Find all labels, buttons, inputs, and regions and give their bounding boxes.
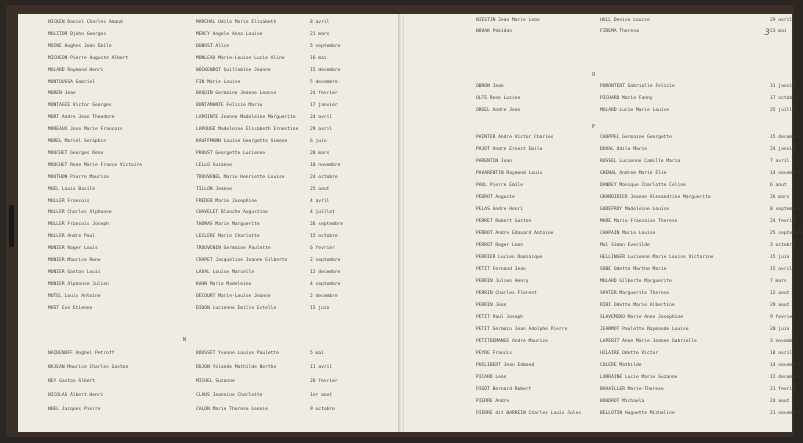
husband-name: MOLITOR Djohn Georges [48,31,107,37]
marriage-date: 17 octobre [770,96,798,101]
marriage-date: 4 juillet [310,210,335,216]
husband-name: PERRIN Jean [476,303,507,308]
husband-name: ORGEL Andre Jean [476,108,521,113]
wife-name: LAPOUGE Madeleine Elisabeth Ernestine [196,127,299,133]
husband-name: MOUCHET Rene Marie France Victoire [48,162,143,168]
husband-name: PELAS Andre Henri [476,207,524,212]
husband-name: PICARD Leon [476,375,507,380]
marriage-date: 24 fevrier [770,219,798,224]
husband-name: MULLER Francois Joseph [48,222,109,228]
husband-name: MULLER Charles Alphonse [48,210,112,216]
marriage-date: 25 aout [310,186,330,192]
marriage-date: 15 juin [770,255,790,260]
marriage-date: 5 septembre [310,43,341,49]
wife-name: DUBOST Alice [196,43,230,49]
wife-name: GRENAL Andree Marie Elie [600,171,667,176]
husband-name: PIGOT Bernard Robert [476,387,532,392]
marriage-date: 18 avril [770,351,793,356]
marriage-date: 31 janvier [770,84,798,89]
wife-name: SLAVEMIKO Marie Anne Josephine [600,315,683,320]
binding-clip [9,205,14,247]
husband-name: PAJOT Andre Ernest Emile [476,147,543,152]
marriage-date: 29 avril [310,127,333,133]
wife-name: DUJON Yolande Mathilde Berthe [196,365,277,370]
wife-name: MARE Marie Francoise Therese [600,219,678,224]
marriage-date: 6 aout [770,183,787,188]
marriage-date: 14 novembre [770,171,801,176]
husband-name: PERRIN Julien Henry [476,279,529,284]
wife-name: LECLERC Marie Charlotte [196,234,260,240]
husband-name: PERRET Robert Gaston [476,219,532,224]
marriage-date: 1er aout [310,393,333,398]
husband-name: NOEL Jacques Pierre [48,407,101,412]
husband-name: MUEL Louis Basile [48,186,96,192]
wife-name: THOMAS Marie Marguerite [196,222,260,228]
marriage-date: 10 novembre [310,162,341,168]
husband-name: PERRIER Lucien Dominique [476,255,543,260]
marriage-date: 15 avril [770,267,793,272]
husband-name: PETIT Germain Jean Adolphe Pierre [476,327,568,332]
husband-name: PIERRE Andre [476,399,510,404]
marriage-date: 7 mars [770,279,787,284]
left-page [18,14,401,432]
husband-name: NICKEN Daniel Charles Amand [48,20,123,25]
husband-name: MUTEL Louis Antoine [48,293,101,299]
wife-name: CHAVELET Blanche Augustine [196,210,268,216]
husband-name: PHILIBERT Jean Edmond [476,363,535,368]
marriage-date: 28 fevrier [310,379,338,384]
husband-name: OLTS Rene Lucien [476,96,521,101]
marriage-date: 3 novembre [770,339,798,344]
husband-name: PETIT Paul Joseph [476,315,524,320]
wife-name: MARCHAL Odile Marie Elisabeth [196,20,277,25]
husband-name: PARENTIN Jean [476,159,512,164]
marriage-date: 26 mars [770,195,790,200]
wife-name: SPATER Marguerite Therese [600,291,670,296]
wife-name: Mal Simon Everilde [600,243,650,248]
husband-name: PAINTER Andre Victor Charles [476,135,554,140]
wife-name: CHOPPEL Germaine Georgette [600,135,672,140]
husband-name: PERROT Roger Leon [476,243,524,248]
marriage-date: 4 avril [310,198,330,204]
marriage-date: 5 decembre [310,79,338,85]
husband-name: PAUL Pierre Emile [476,183,524,188]
husband-name: MUST Eve Etienne [48,305,93,311]
wife-name: ROUSSET Yvonne Louise Paulette [196,351,279,356]
marriage-date: 9 octobre [310,407,335,412]
marriage-date: 7 avril [770,159,790,164]
husband-name: MULLER Andre Paul [48,234,96,240]
marriage-date: 29 avril [770,18,793,23]
marriage-date: 21 novembre [770,411,801,416]
husband-name: NAJEAN Maurice Charles Gaston [48,365,129,370]
husband-name: PERRIN Charles Florent [476,291,537,296]
husband-name: PIERRE dit BARREIN Charles Louis Jules [476,411,582,416]
marriage-date: 2 septembre [310,258,341,263]
husband-name: MUNIER Gaston Louis [48,269,101,275]
husband-name: PERROT Andre Edouard Antoine [476,231,554,236]
marriage-date: 4 septembre [310,281,341,287]
husband-name: MOINE Hughes Jean Emile [48,43,112,49]
marriage-date: 24 janvier [770,147,798,152]
marriage-date: 15 juin [310,305,330,311]
marriage-date: 3 octobre [770,243,795,248]
wife-name: RIBI Odette Marie Albertine [600,303,675,308]
husband-name: MONTOUSSA Gabriel [48,79,96,85]
marriage-date: 29 aout [770,303,790,308]
section-letter-o: O [592,72,596,78]
husband-name: NAIDENOFF Anghel Petroff [48,351,115,356]
marriage-date: 5 mai [310,351,324,356]
wife-name: SOBE Odette Marthe Marie [600,267,667,272]
marriage-date: 24 octobre [310,174,338,180]
wife-name: FREDER Marie Josephine [196,198,257,204]
husband-name: NIESTIN Jean Marie Leon [476,18,540,23]
wife-name: DECOURT Marie-Louise Jeanne [196,293,271,299]
wife-name: MICHEL Suzanne [196,379,235,384]
marriage-date: 20 juin [770,327,790,332]
husband-name: MOUCHET Georges Rene [48,150,104,156]
husband-name: MORT Andre Jean Theodore [48,115,115,121]
marriage-date: 28 mars [310,150,330,156]
wife-name: LORRAINE Lucie Marie Suzanne [600,375,678,380]
wife-name: MERCY Angele Anna Louise [196,31,263,37]
wife-name: LELLO Suzanne [196,162,232,168]
wife-name: CALON Marie Therese Leonie [196,407,268,412]
wife-name: GRANDIDIER Jeanne Alexandrine Marguerite [600,195,711,200]
wife-name: DANDEY Monique Charlotte Celine [600,183,686,188]
marriage-date: 6 fevrier [310,246,335,252]
marriage-date: 21 fevrier [770,387,798,392]
marriage-date: 12 aout [770,291,790,296]
husband-name: MOREN Jean [48,91,76,97]
husband-name: MOUTHON Pierre Maurice [48,174,109,180]
husband-name: MUNIER Roger Louis [48,246,98,252]
marriage-date: 23 mai [770,29,787,34]
wife-name: KAUFFMANN Louise Georgette Simone [196,139,288,144]
marriage-date: 26 septembre [310,222,344,228]
husband-name: NICOLAS Albert Henri [48,393,104,398]
wife-name: BONTAMANTE Felicie Marie [196,103,263,109]
wife-name: WOCKENDOT Guillemine Jeanne [196,67,271,73]
husband-name: PEYRE Francis [476,351,512,356]
marriage-date: 6 juin [310,139,327,144]
husband-name: PEDROT Auguste [476,195,515,200]
husband-name: MICHEON Pierre Auguste Albert [48,55,129,61]
wife-name: FIDEMA Theresa [600,29,639,34]
section-letter-n: N [183,337,187,343]
wife-name: LAPOINTE Jeanne Madeleine Marguerite [196,115,296,121]
marriage-date: 16 mai [310,55,327,61]
husband-name: MUNIER Maurice Rene [48,258,101,263]
wife-name: CHAPAIN Marie Louise [600,231,656,236]
husband-name: OBRON Jean [476,84,504,89]
section-letter-p: P [592,124,596,130]
husband-name: MOLARD Raymond Henri [48,67,104,73]
wife-name: MOLARD Lucie Marie Louise [600,108,670,113]
marriage-date: 12 decembre [310,269,341,275]
marriage-date: 17 janvier [310,103,338,109]
marriage-date: 24 fevrier [310,91,338,97]
husband-name: MOREL Marcel Seraphin [48,139,107,144]
wife-name: GODEFROY Madeleine Louise [600,207,670,212]
wife-name: HULL Denise Louise [600,18,650,23]
wife-name: BAQUIN Germaine Jeanne Leonie [196,91,277,97]
marriage-date: 15 decembre [770,135,801,140]
marriage-date: 15 decembre [310,67,341,73]
husband-name: PETITDEMANGE Andre Maurice [476,339,548,344]
husband-name: NEY Gaston Albert [48,379,96,384]
marriage-date: 8 avril [310,20,330,25]
marriage-date: 25 septembre [770,231,803,236]
wife-name: LAVAL Louise Marcelle [196,269,255,275]
wife-name: TILLON Jeanne [196,186,232,192]
marriage-date: 25 juillet [770,108,798,113]
wife-name: BAVAILLER Marie-Therese [600,387,664,392]
page-number: 3 [764,28,770,38]
wife-name: LAPERIT Anne Marie Jeanne Gabrielle [600,339,697,344]
wife-name: TROUVENIN Germaine Paulette [196,246,271,252]
wife-name: MOLARD Gilberte Marguerite [600,279,672,284]
wife-name: COLERE Mathilde [600,363,642,368]
husband-name: MULLER Francois [48,198,90,204]
marriage-date: 2 decembre [310,293,338,299]
wife-name: HILAIRE Odette Victor [600,351,659,356]
wife-name: TROUVENEL Marie Henriette Louise [196,174,285,180]
right-page [404,14,803,432]
wife-name: DIDON Lucienne Emilie Estelle [196,305,277,311]
marriage-date: 9 fevrier [770,315,795,320]
marriage-date: 11 avril [310,365,333,370]
wife-name: KAHN Marie Madeleine [196,281,252,287]
marriage-date: 14 novembre [770,363,801,368]
marriage-date: 24 aout [770,399,790,404]
wife-name: PURONTERT Gabrielle Felicie [600,84,675,89]
wife-name: BELLOTIN Huguette Micheline [600,411,675,416]
wife-name: FIN Marie Louise [196,79,241,85]
wife-name: HELLINGER Lucienne Marie Louise Victorine [600,255,714,260]
open-register-book [6,5,803,437]
husband-name: PETIT Fernand Jean [476,267,526,272]
husband-name: PAVARENTIN Raymond Louis [476,171,543,176]
wife-name: CRAPET Jacqueline Jeanne Gilberte [196,258,288,263]
wife-name: JEANMOT Paulette Raymonde Louise [600,327,689,332]
marriage-date: 24 avril [310,115,333,121]
wife-name: PROUST Georgette Lucienne [196,150,266,156]
marriage-date: 12 decembre [770,375,801,380]
marriage-date: 21 mars [310,31,330,37]
wife-name: BOUDROT Michaela [600,399,645,404]
wife-name: CLAUS Jeannine Charlotte [196,393,263,398]
husband-name: NOVAK Pokidan [476,29,512,34]
wife-name: MONLEAU Marie-Louise Lucie Aline [196,55,285,61]
husband-name: MOREAUX Jose Marie Francois [48,127,123,133]
marriage-date: 8 septembre [770,207,801,212]
wife-name: DUVAL Odile Marie [600,147,648,152]
wife-name: PICHARD Marie Fanny [600,96,653,101]
marriage-date: 15 octobre [310,234,338,240]
husband-name: MUNIER Alphonse Julien [48,281,109,287]
wife-name: ROSSEL Lucienne Camille Maria [600,159,681,164]
husband-name: MONTAGIE Victor Georges [48,103,112,109]
